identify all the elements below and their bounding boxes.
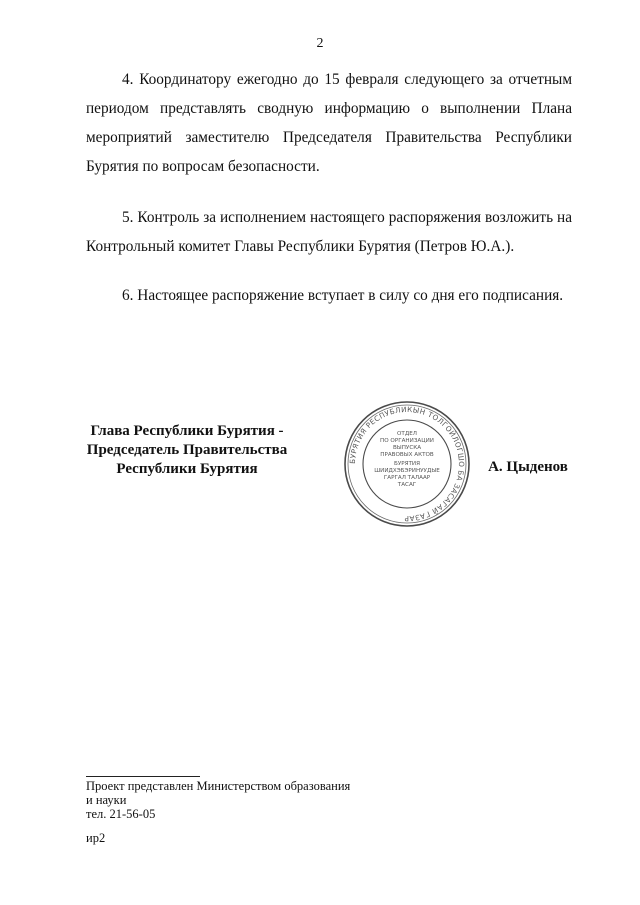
seal-line-1: ОТДЕЛ xyxy=(397,431,417,437)
seal-line-4: ПРАВОВЫХ АКТОВ xyxy=(380,452,434,458)
seal-line-5: БУРЯТИЯ xyxy=(394,461,420,467)
seal-line-7: ГАРГАЛ ТАЛААР xyxy=(383,475,431,481)
footnote-line-2: и науки xyxy=(86,793,127,807)
footnote-line-1: Проект представлен Министерством образования xyxy=(86,779,351,793)
official-seal xyxy=(341,398,473,530)
footnote-divider xyxy=(86,776,200,777)
paragraph-6 xyxy=(86,281,572,310)
seal-line-3: ВЫПУСКА xyxy=(392,445,422,451)
signatory-title-line-2: Председатель Правительства xyxy=(86,442,288,458)
signatory-title-line-3: Республики Бурятия xyxy=(116,461,258,477)
paragraph-4 xyxy=(86,65,572,181)
paragraph-6-text: 6. Настоящее распоряжение вступает в силу со дня его подписания. xyxy=(122,287,564,304)
seal-line-2: ПО ОРГАНИЗАЦИИ xyxy=(380,438,434,444)
seal-line-8: ТАСАГ xyxy=(397,482,417,488)
seal-ring-text: БУРЯТИЯ РЕСПУБЛИКЫН ТОЛГОЙЛОГШО БА ЗАСАГАЙ ГАЗАР xyxy=(347,404,467,524)
signatory-title-line-1: Глава Республики Бурятия - xyxy=(90,423,284,439)
paragraph-4-text: 4. Координатору ежегодно до 15 февраля следующего за отчетным периодом представлять сводную информацию о выполнении Плана мероприятий заместителю Председателя Правительства Республики Бурятия по вопросам безопасности. xyxy=(86,71,572,175)
page-number: 2 xyxy=(316,36,324,51)
seal-line-6: ШИИДХЭБЭРИНУУДЫЕ xyxy=(374,468,440,474)
footnote xyxy=(86,779,350,821)
document-code: ир2 xyxy=(86,831,106,845)
signatory-title xyxy=(76,422,298,479)
signatory-name: А. Цыденов xyxy=(488,459,568,475)
footnote-line-3: тел. 21-56-05 xyxy=(86,807,156,821)
paragraph-5-text: 5. Контроль за исполнением настоящего распоряжения возложить на Контрольный комитет Главы Республики Бурятия (Петров Ю.А.). xyxy=(86,209,572,255)
paragraph-5 xyxy=(86,203,572,261)
